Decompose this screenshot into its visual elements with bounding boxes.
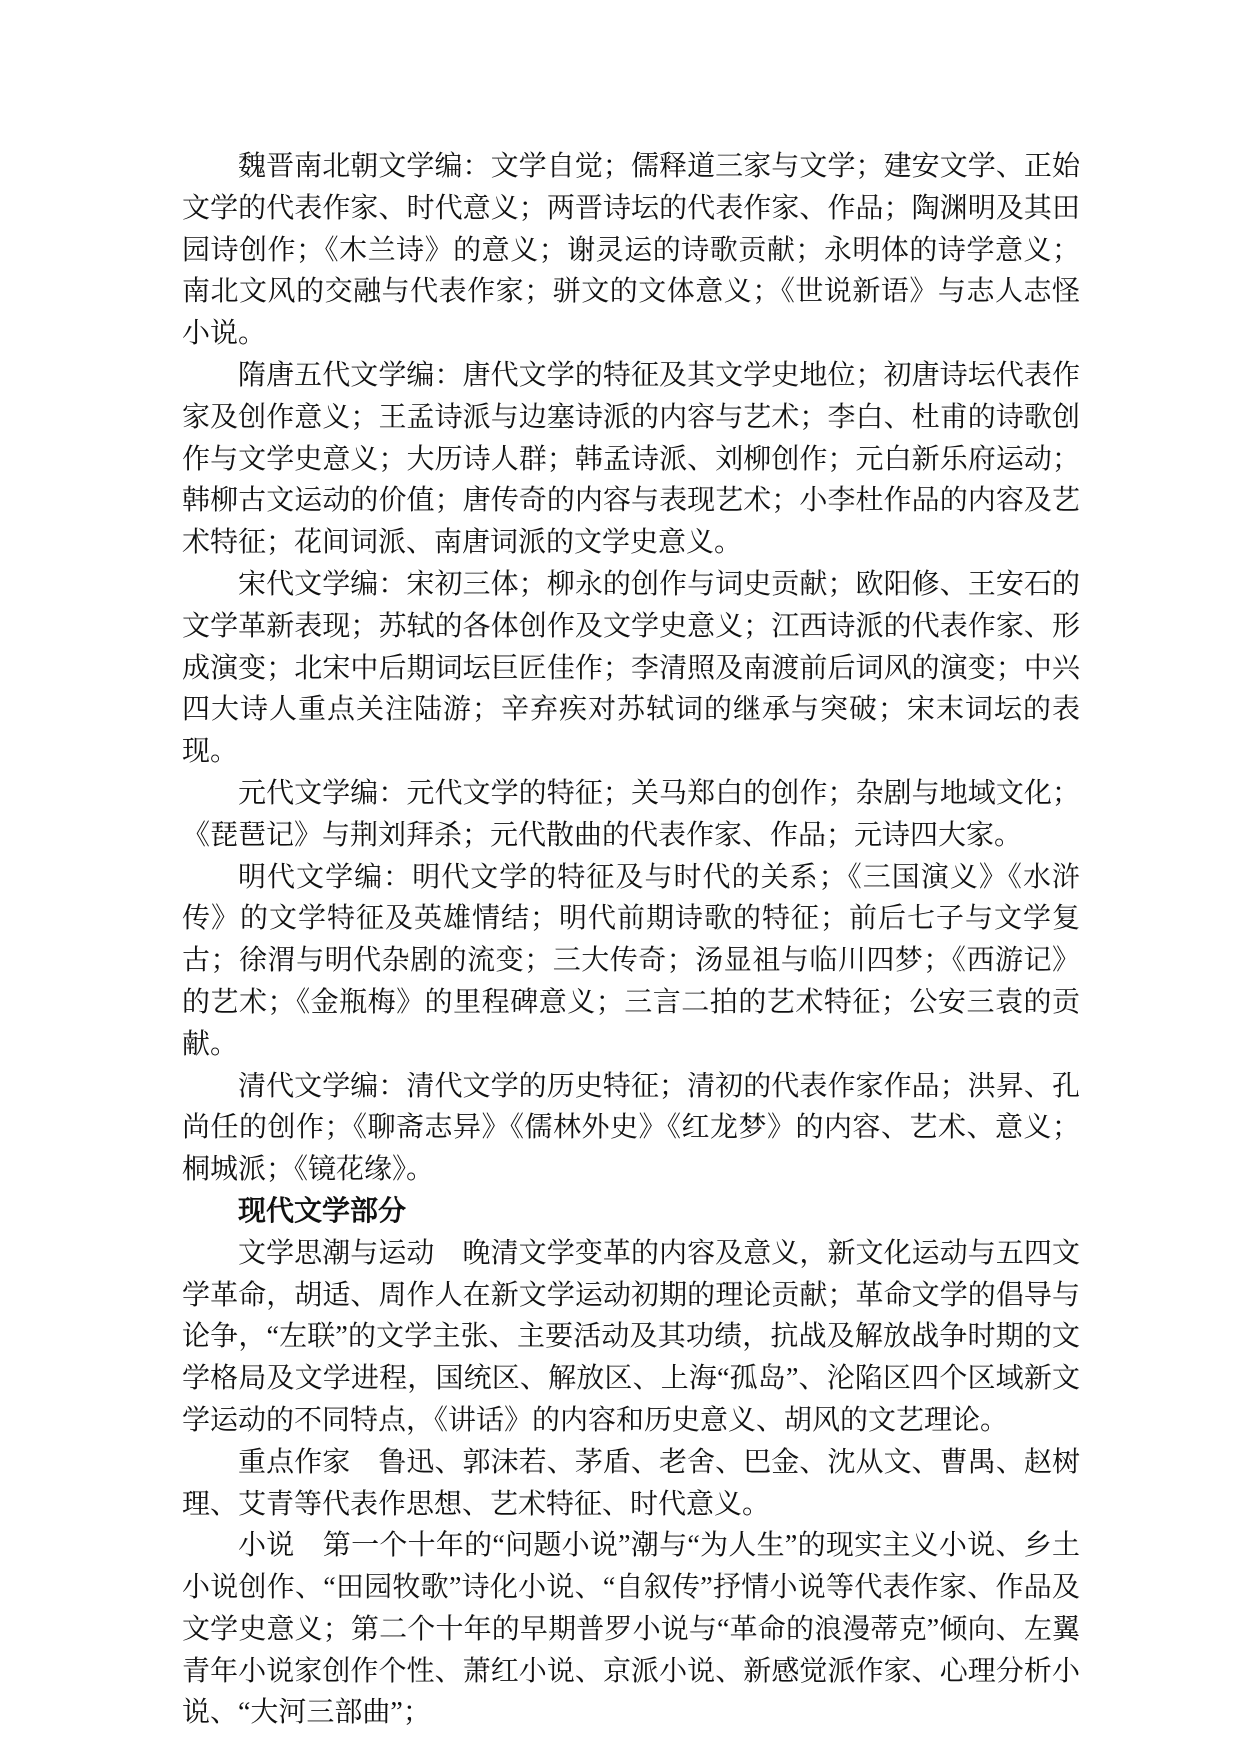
paragraph-literary-trends-movements: 文学思潮与运动 晚清文学变革的内容及意义，新文化运动与五四文学革命，胡适、周作人在新文学运动初期的理论贡献；革命文学的倡导与论争，“左联”的文学主张、主要活动及其功绩，抗战及解放战争时期的文学格局及文学进程，国统区、解放区、上海“孤岛”、沦陷区四个区域新文学运动的不同特点，《讲话》的内容和历史意义、胡风的文艺理论。 [182,1237,1080,1436]
paragraph-songdai: 宋代文学编：宋初三体；柳永的创作与词史贡献；欧阳修、王安石的文学革新表现；苏轼的各体创作及文学史意义；江西诗派的代表作家、形成演变；北宋中后期词坛巨匠佳作；李清照及南渡前后词风的演变；中兴四大诗人重点关注陆游；辛弃疾对苏轼词的继承与突破；宋末词坛的表现。 [182,568,1080,768]
paragraph-yuandai: 元代文学编：元代文学的特征；关马郑白的创作；杂剧与地域文化；《琵琶记》与荆刘拜杀；元代散曲的代表作家、作品；元诗四大家。 [182,777,1080,851]
paragraph-fiction: 小说 第一个十年的“问题小说”潮与“为人生”的现实主义小说、乡土小说创作、“田园牧歌”诗化小说、“自叙传”抒情小说等代表作家、作品及文学史意义；第二个十年的早期普罗小说与“革命的浪漫蒂克”倾向、左翼青年小说家创作个性、萧红小说、京派小说、新感觉派作家、心理分析小说、“大河三部曲”； [182,1530,1080,1729]
paragraph-mingdai: 明代文学编：明代文学的特征及与时代的关系；《三国演义》《水浒传》的文学特征及英雄情结；明代前期诗歌的特征；前后七子与文学复古；徐渭与明代杂剧的流变；三大传奇；汤显祖与临川四梦；《西游记》的艺术；《金瓶梅》的里程碑意义；三言二拍的艺术特征；公安三袁的贡献。 [182,861,1080,1060]
text-block [182,146,1080,1734]
paragraph-key-authors: 重点作家 鲁迅、郭沫若、茅盾、老舍、巴金、沈从文、曹禺、赵树理、艾青等代表作思想、艺术特征、时代意义。 [182,1446,1080,1520]
paragraph-weijin-nanbeichao: 魏晋南北朝文学编：文学自觉；儒释道三家与文学；建安文学、正始文学的代表作家、时代意义；两晋诗坛的代表作家、作品；陶渊明及其田园诗创作；《木兰诗》的意义；谢灵运的诗歌贡献；永明体的诗学意义；南北文风的交融与代表作家；骈文的文体意义；《世说新语》与志人志怪小说。 [182,151,1080,350]
section-heading-modern-literature: 现代文学部分 [238,1195,407,1227]
paragraph-qingdai: 清代文学编：清代文学的历史特征；清初的代表作家作品；洪昇、孔尚任的创作；《聊斋志异》《儒林外史》《红龙梦》的内容、艺术、意义；桐城派；《镜花缘》。 [182,1070,1080,1186]
paragraph-sui-tang-wudai: 隋唐五代文学编：唐代文学的特征及其文学史地位；初唐诗坛代表作家及创作意义；王孟诗派与边塞诗派的内容与艺术；李白、杜甫的诗歌创作与文学史意义；大历诗人群；韩孟诗派、刘柳创作；元白新乐府运动；韩柳古文运动的价值；唐传奇的内容与表现艺术；小李杜作品的内容及艺术特征；花间词派、南唐词派的文学史意义。 [182,359,1080,559]
